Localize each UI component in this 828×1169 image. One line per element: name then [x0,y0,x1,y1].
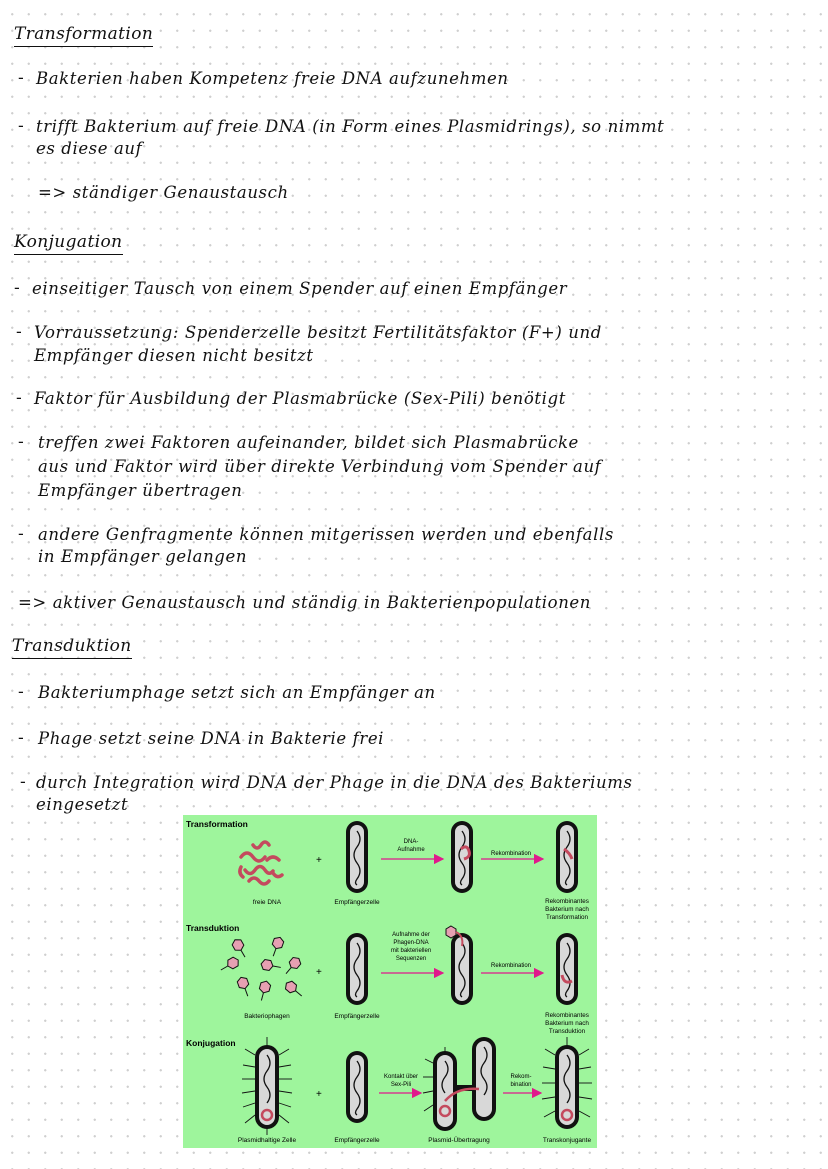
bullet-dash: - [16,322,22,342]
arrow-label-phage-dna-1: Aufnahme der [392,932,430,938]
bullet-dash: - [16,388,22,408]
plus-sign: + [316,1089,322,1100]
row-title-konjugation: Konjugation [186,1038,236,1048]
bacteriophages-icon [218,936,305,1002]
label-result-1: Rekombinantes [545,1012,589,1019]
transduktion-bullet-1: Bakteriumphage setzt sich an Empfänger an [38,683,436,702]
konjugation-bullet-3: Faktor für Ausbildung der Plasmabrücke (Sex-Pili) benötigt [34,389,566,408]
konjugation-bullet-4-line-3: Empfänger übertragen [38,481,243,500]
arrow-label-phage-dna-3: mit bakteriellen [390,948,432,954]
label-result-3: Transduktion [548,1028,586,1035]
transduktion-bullet-3-line-2: eingesetzt [36,795,129,814]
label-plasmid-transfer: Plasmid-Übertragung [428,1137,490,1144]
arrow-label-recombination-2: bination [510,1082,532,1088]
recipient-cell-icon [346,1051,368,1123]
arrow-label-phage-dna-2: Phagen-DNA [393,940,429,946]
label-recipient-cell: Empfängerzelle [334,1013,380,1020]
arrow-label-dna-uptake-2: Aufnahme [397,847,425,853]
bullet-dash: - [14,278,20,298]
arrow-label-recombination: Rekombination [490,963,532,969]
infected-cell-icon [446,926,473,1005]
konjugation-bullet-4-line-2: aus und Faktor wird über direkte Verbindung vom Spender auf [38,457,602,476]
plasmid-transfer-icon [423,1037,496,1131]
label-result-1: Rekombinantes [545,898,589,905]
bullet-dash: - [18,68,24,88]
konjugation-conclusion: => aktiver Genaustausch und ständig in Bakterienpopulationen [18,593,592,612]
label-result-2: Bakterium nach [545,906,589,913]
bullet-dash: - [18,682,24,702]
arrow-label-dna-uptake-1: DNA- [403,839,419,845]
transformation-conclusion: => ständiger Genaustausch [38,183,289,202]
konjugation-bullet-4-line-1: treffen zwei Faktoren aufeinander, bildet sich Plasmabrücke [38,433,579,452]
recipient-cell-icon [346,821,368,893]
transformation-bullet-1: Bakterien haben Kompetenz freie DNA aufzunehmen [36,69,509,88]
recombinant-cell-icon [556,933,578,1005]
row-title-transformation: Transformation [186,819,248,829]
gene-transfer-diagram [183,815,597,1148]
arrow-label-phage-dna-4: Sequenzen [395,956,427,962]
transduktion-bullet-2: Phage setzt seine DNA in Bakterie frei [38,729,385,748]
konjugation-bullet-2-line-2: Empfänger diesen nicht besitzt [34,346,314,365]
konjugation-bullet-5-line-1: andere Genfragmente können mitgerissen werden und ebenfalls [38,525,614,544]
label-transconjugant: Transkonjugante [542,1137,592,1144]
heading-transformation: Transformation [14,24,153,47]
heading-konjugation: Konjugation [14,232,123,255]
label-bacteriophages: Bakteriophagen [244,1013,290,1020]
plus-sign: + [316,855,322,866]
cell-with-dna-icon [451,821,473,893]
transformation-bullet-2-line-1: trifft Bakterium auf freie DNA (in Form eines Plasmidrings), so nimmt [36,117,665,136]
recipient-cell-icon [346,933,368,1005]
konjugation-bullet-2-line-1: Vorraussetzung: Spenderzelle besitzt Fertilitätsfaktor (F+) und [34,323,602,342]
recombinant-cell-icon [556,821,578,893]
plus-sign: + [316,967,322,978]
label-result-3: Transformation [545,914,589,921]
label-plasmid-cell: Plasmidhaltige Zelle [237,1137,297,1144]
label-recipient-cell: Empfängerzelle [334,899,380,906]
transconjugant-cell-icon [542,1037,592,1129]
konjugation-bullet-1: einseitiger Tausch von einem Spender auf einen Empfänger [32,279,568,298]
bullet-dash: - [18,728,24,748]
transformation-bullet-2-line-2: es diese auf [36,139,143,158]
label-recipient-cell: Empfängerzelle [334,1137,380,1144]
row-title-transduktion: Transduktion [186,923,240,933]
transduktion-bullet-3-line-1: durch Integration wird DNA der Phage in die DNA des Bakteriums [36,773,633,792]
arrow-label-recombination-1: Rekom- [510,1074,532,1080]
konjugation-bullet-5-line-2: in Empfänger gelangen [38,547,248,566]
bullet-dash: - [18,116,24,136]
arrow-label-contact-2: Sex-Pili [390,1082,412,1088]
label-result-2: Bakterium nach [545,1020,589,1027]
heading-transduktion: Transduktion [12,636,132,659]
free-dna-icon [240,842,282,884]
plasmid-cell-icon [242,1037,292,1135]
bullet-dash: - [20,772,26,792]
bullet-dash: - [18,432,24,452]
arrow-label-contact-1: Kontakt über [383,1074,419,1080]
label-free-dna: freie DNA [252,899,282,906]
arrow-label-recombination: Rekombination [490,851,532,857]
bullet-dash: - [18,524,24,544]
